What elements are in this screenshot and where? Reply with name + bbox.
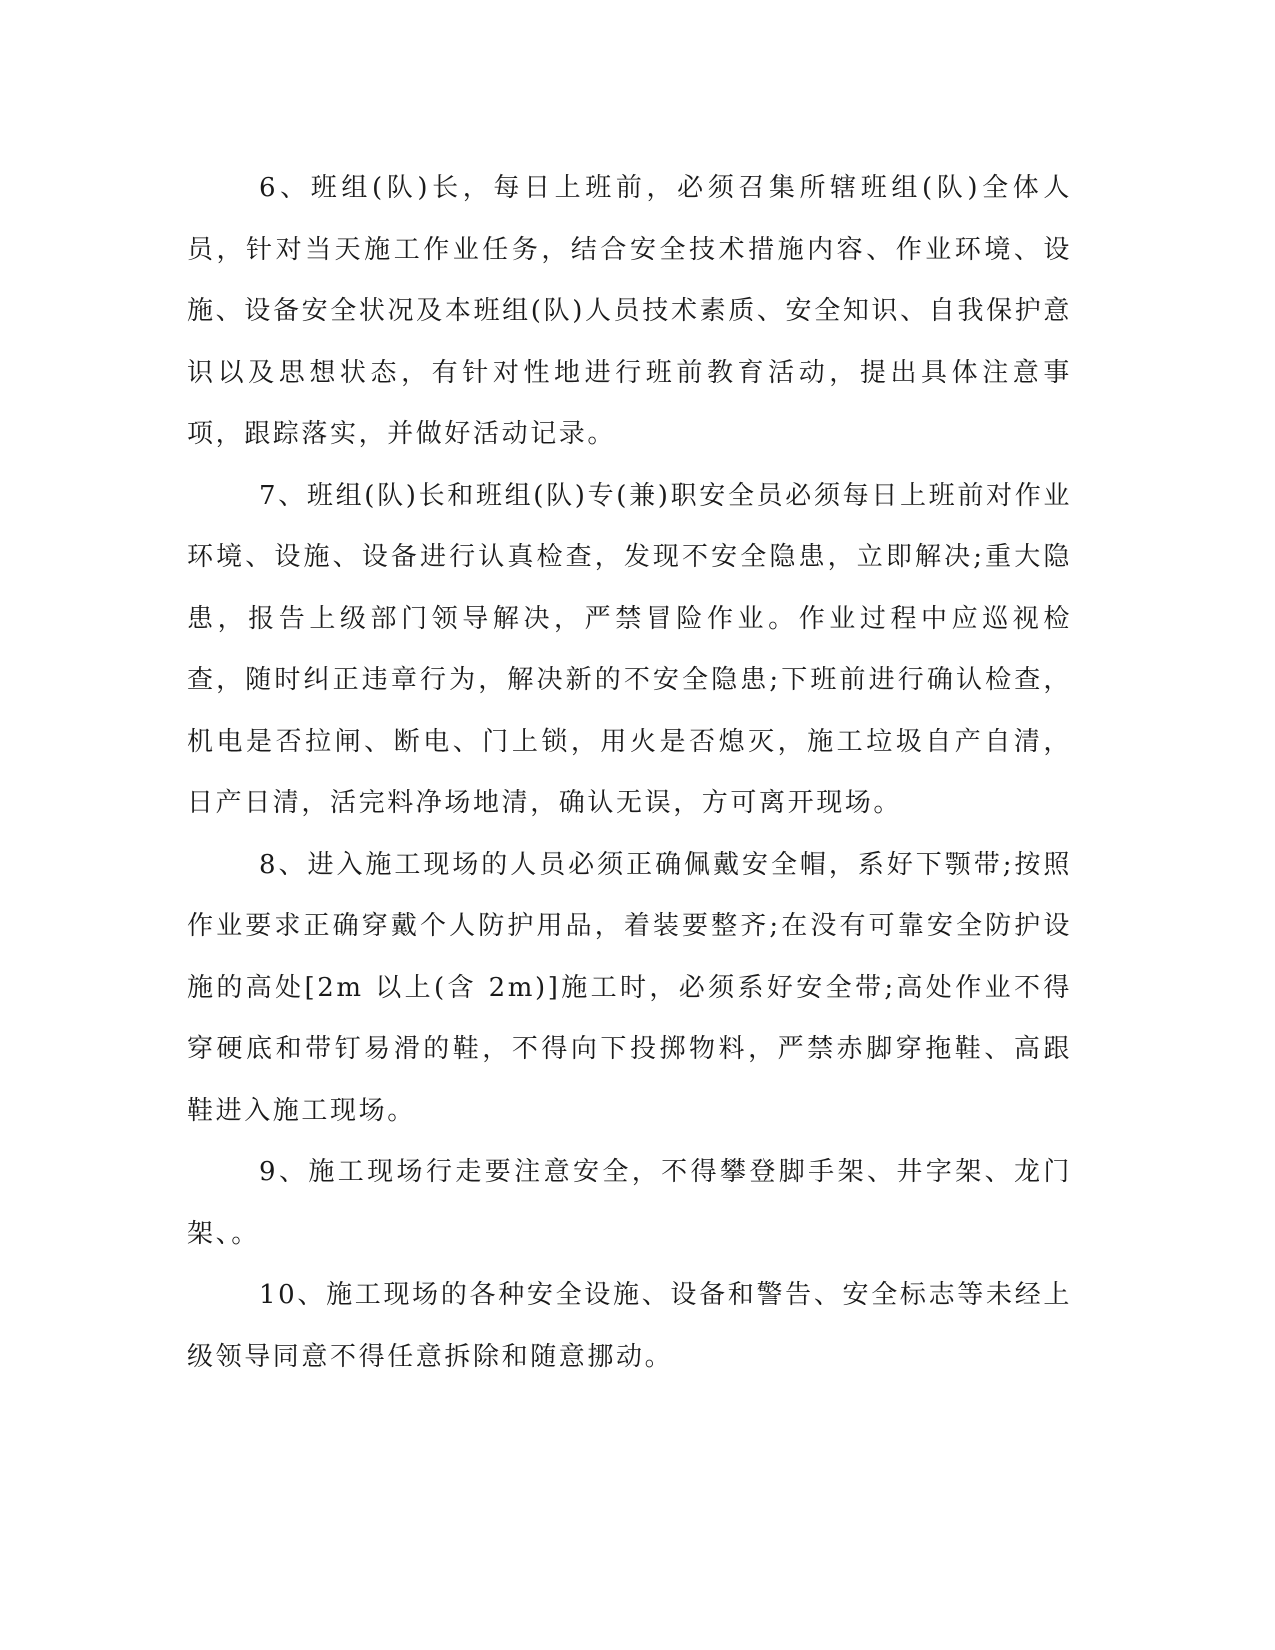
document-body xyxy=(187,158,1072,1388)
paragraph-item-6: 6、班组(队)长，每日上班前，必须召集所辖班组(队)全体人员，针对当天施工作业任务，结合安全技术措施内容、作业环境、设施、设备安全状况及本班组(队)人员技术素质、安全知识、自我保护意识以及思想状态，有针对性地进行班前教育活动，提出具体注意事项，跟踪落实，并做好活动记录。 xyxy=(187,173,1072,449)
paragraph-item-8: 8、进入施工现场的人员必须正确佩戴安全帽，系好下颚带;按照作业要求正确穿戴个人防护用品，着装要整齐;在没有可靠安全防护设施的高处[2m 以上(含 2m)]施工时，必须系好安全带;高处作业不得穿硬底和带钉易滑的鞋，不得向下投掷物料，严禁赤脚穿拖鞋、高跟鞋进入施工现场。 xyxy=(187,849,1072,1126)
paragraph-item-7: 7、班组(队)长和班组(队)专(兼)职安全员必须每日上班前对作业环境、设施、设备进行认真检查，发现不安全隐患，立即解决;重大隐患，报告上级部门领导解决，严禁冒险作业。作业过程中应巡视检查，随时纠正违章行为，解决新的不安全隐患;下班前进行确认检查，机电是否拉闸、断电、门上锁，用火是否熄灭，施工垃圾自产自清，日产日清，活完料净场地清，确认无误，方可离开现场。 xyxy=(187,480,1072,818)
paragraph-item-9: 9、施工现场行走要注意安全，不得攀登脚手架、井字架、龙门架、。 xyxy=(187,1157,1072,1249)
paragraph-item-10: 10、施工现场的各种安全设施、设备和警告、安全标志等未经上级领导同意不得任意拆除和随意挪动。 xyxy=(187,1280,1072,1372)
